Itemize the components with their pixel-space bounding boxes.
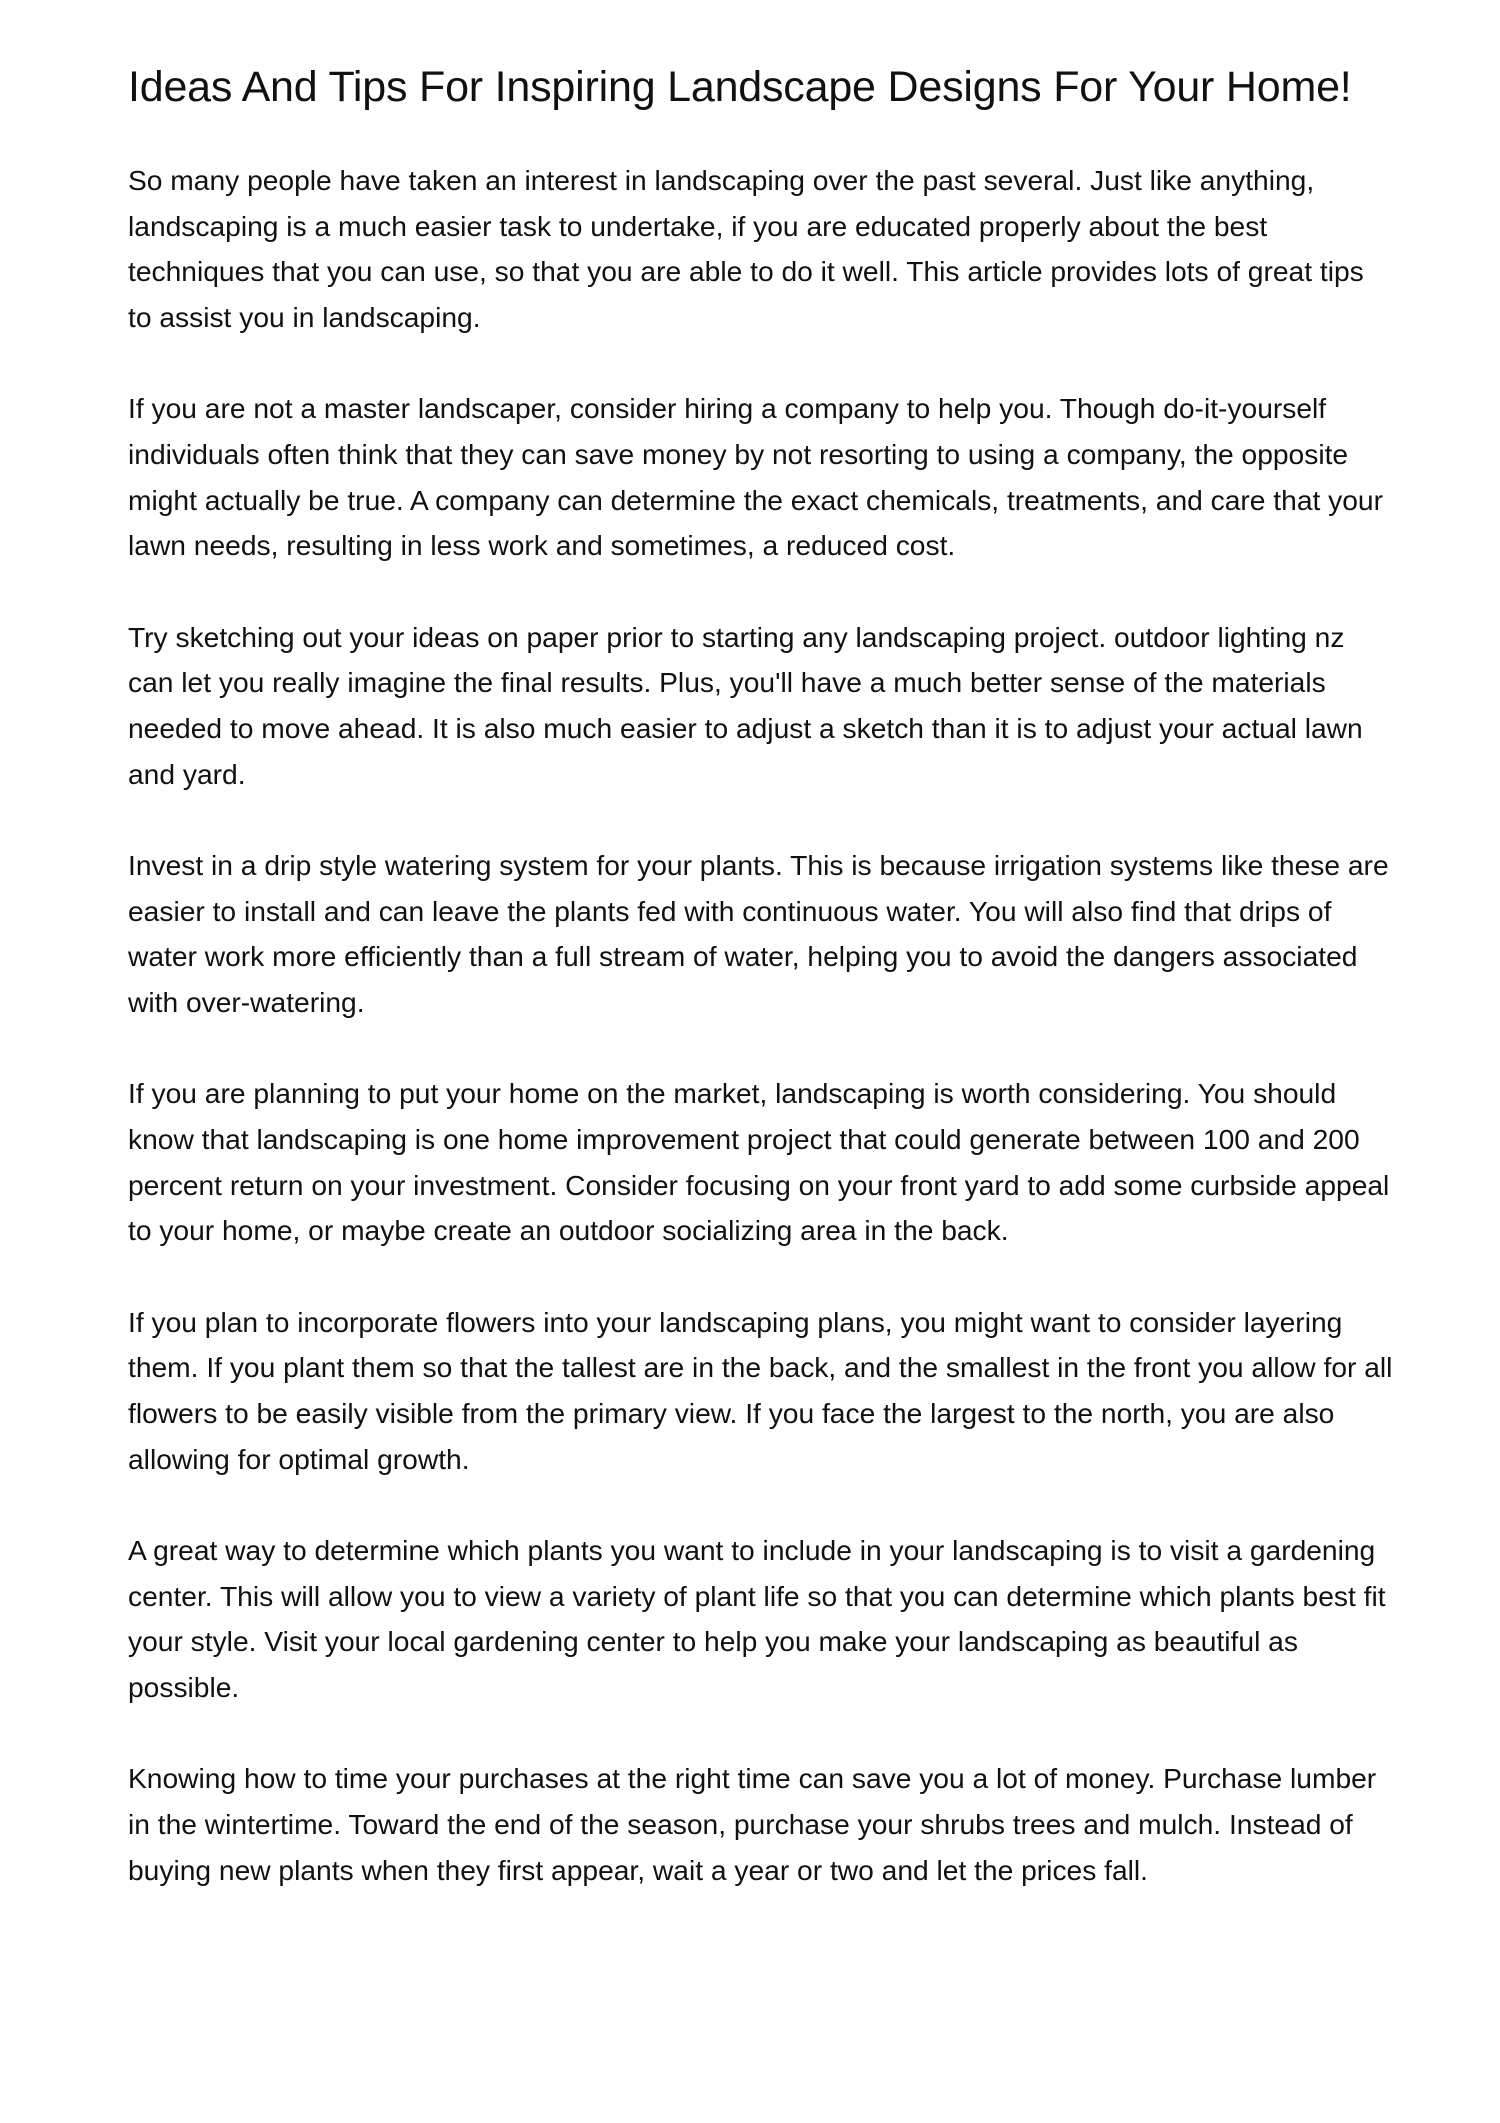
paragraph-6: If you plan to incorporate flowers into your landscaping plans, you might want to consider layering them. If you plant them so that the tallest are in the back, and the smallest in the front you allow for all flowers to be easily visible from the primary view. If you face the largest to the north, you are also allowing for optimal growth. [128,1305,1393,1475]
paragraph-2: If you are not a master landscaper, consider hiring a company to help you. Though do-it-yourself individuals often think that they can save money by not resorting to using a company, the opposite might actually be true. A company can determine the exact chemicals, treatments, and care that your lawn needs, resulting in less work and sometimes, a reduced cost. [128,392,1383,562]
paragraph-7: A great way to determine which plants you want to include in your landscaping is to visit a gardening center. This will allow you to view a variety of plant life so that you can determine which plants best fit your style. Visit your local gardening center to help you make your landscaping as beautiful as possible. [128,1533,1386,1703]
document-page [128,63,1393,1939]
paragraph-8: Knowing how to time your purchases at the right time can save you a lot of money. Purchase lumber in the wintertime. Toward the end of the season, purchase your shrubs trees and mulch. Instead of buying new plants when they first appear, wait a year or two and let the prices fall. [128,1762,1377,1886]
document-title: Ideas And Tips For Inspiring Landscape Designs For Your Home! [128,63,1352,111]
paragraph-3: Try sketching out your ideas on paper prior to starting any landscaping project. outdoor lighting nz can let you really imagine the final results. Plus, you'll have a much better sense of the materials needed to move ahead. It is also much easier to adjust a sketch than it is to adjust your actual lawn and yard. [128,620,1363,790]
document-body [128,158,1393,1893]
paragraph-5: If you are planning to put your home on the market, landscaping is worth considering. You should know that landscaping is one home improvement project that could generate between 100 and 200 percent return on your investment. Consider focusing on your front yard to add some curbside appeal to your home, or maybe create an outdoor socializing area in the back. [128,1077,1390,1247]
paragraph-1: So many people have taken an interest in landscaping over the past several. Just like anything, landscaping is a much easier task to undertake, if you are educated properly about the best techniques that you can use, so that you are able to do it well. This article provides lots of great tips to assist you in landscaping. [128,164,1364,334]
paragraph-4: Invest in a drip style watering system for your plants. This is because irrigation systems like these are easier to install and can leave the plants fed with continuous water. You will also find that drips of water work more efficiently than a full stream of water, helping you to avoid the dangers associated with over-watering. [128,848,1389,1019]
